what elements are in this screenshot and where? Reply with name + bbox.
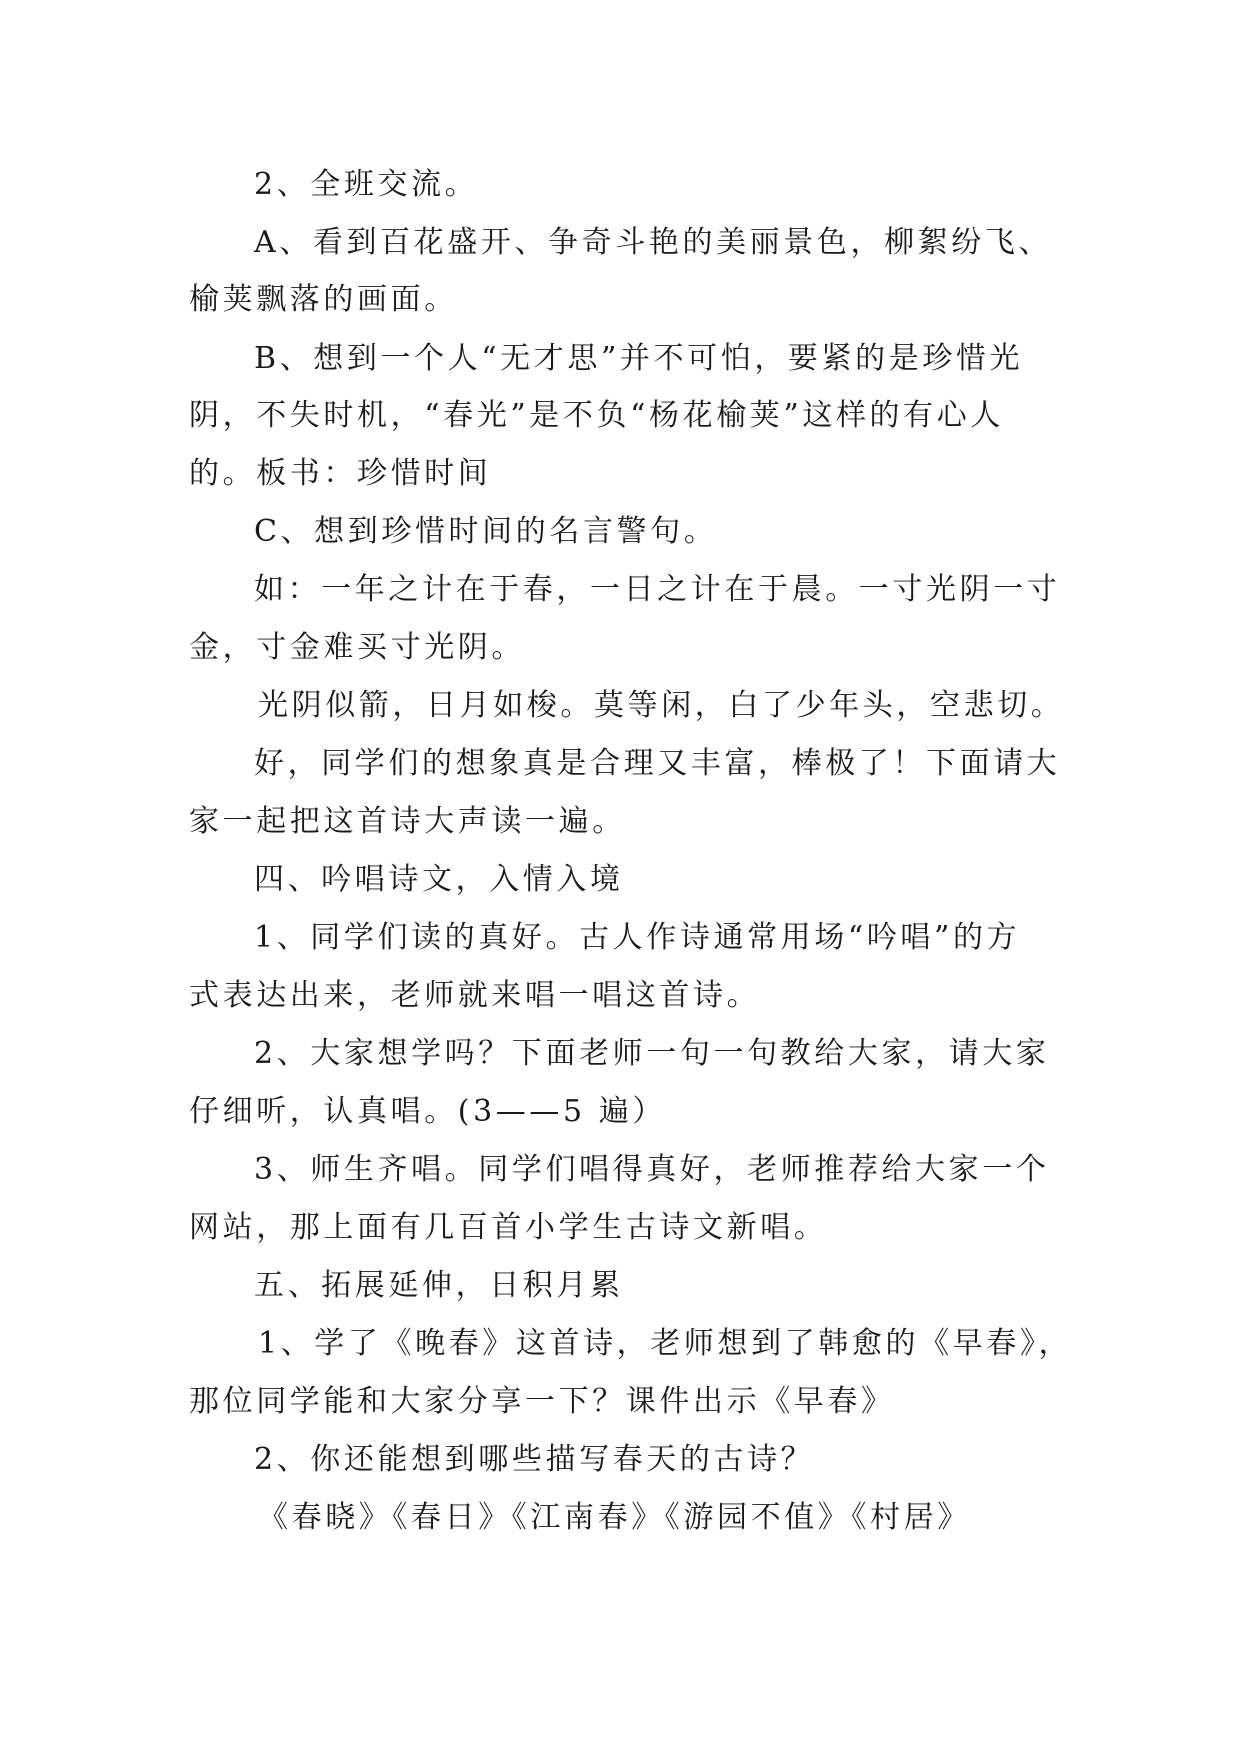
section-heading: 五、拓展延伸，日积月累	[254, 1268, 624, 1303]
text-line: 好，同学们的想象真是合理又丰富，棒极了！下面请大	[254, 746, 1061, 781]
section-heading: 四、吟唱诗文，入情入境	[254, 862, 624, 897]
text-line: 阴，不失时机，“春光”是不负“杨花榆荚”这样的有心人	[189, 398, 1004, 433]
text-line: 1、同学们读的真好。古人作诗通常用场“吟唱”的方	[254, 920, 1021, 955]
text-line: 2、你还能想到哪些描写春天的古诗？	[254, 1442, 815, 1477]
text-line: 网站，那上面有几百首小学生古诗文新唱。	[189, 1210, 828, 1245]
text-line: 1、学了《晚春》这首诗，老师想到了韩愈的《早春》，	[258, 1326, 1073, 1361]
text-line: C、想到珍惜时间的名言警句。	[254, 514, 718, 549]
text-line: 光阴似箭，日月如梭。莫等闲，白了少年头，空悲切。	[258, 688, 1065, 723]
text-line: B、想到一个人“无才思”并不可怕，要紧的是珍惜光	[254, 341, 1024, 376]
text-line: 仔细听，认真唱。(3——5 遍）	[189, 1094, 667, 1129]
text-line: 如：一年之计在于春，一日之计在于晨。一寸光阴一寸	[254, 572, 1061, 607]
text-line: 式表达出来，老师就来唱一唱这首诗。	[189, 978, 761, 1013]
text-line: 那位同学能和大家分享一下？课件出示《早春》	[189, 1384, 895, 1419]
text-line: 2、大家想学吗？下面老师一句一句教给大家，请大家	[254, 1036, 1050, 1071]
text-line: 的。板书：珍惜时间	[189, 456, 492, 491]
text-line: A、看到百花盛开、争奇斗艳的美丽景色，柳絮纷飞、	[254, 225, 1053, 260]
text-line: 2、全班交流。	[254, 167, 479, 202]
text-line: 《春晓》《春日》《江南春》《游园不值》《村居》	[258, 1500, 971, 1535]
text-line: 金，寸金难买寸光阴。	[189, 630, 525, 665]
text-line: 家一起把这首诗大声读一遍。	[189, 804, 626, 839]
text-line: 榆荚飘落的画面。	[189, 282, 458, 317]
text-line: 3、师生齐唱。同学们唱得真好，老师推荐给大家一个	[254, 1152, 1050, 1187]
